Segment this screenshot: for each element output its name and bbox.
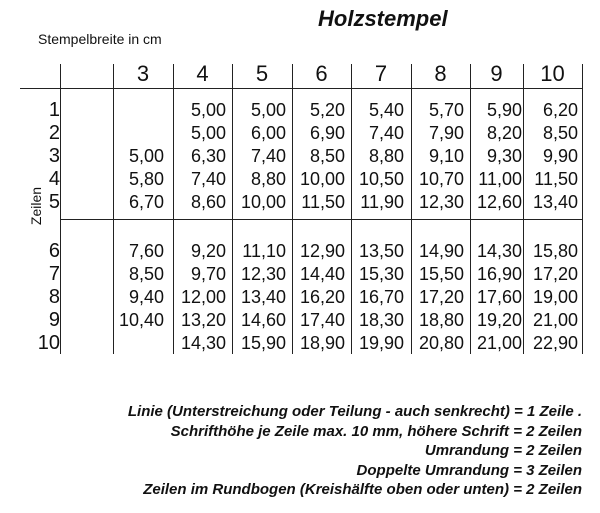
note-line: Schrifthöhe je Zeile max. 10 mm, höhere Schrift = 2 Zeilen [170, 422, 582, 440]
notes-block [12, 402, 582, 500]
price-cell: 8,20 [486, 123, 522, 143]
row-label: 7 [48, 263, 60, 285]
price-cell: 12,30 [418, 192, 464, 212]
price-cell: 7,40 [368, 123, 404, 143]
price-cell: 10,40 [118, 310, 164, 330]
price-cell: 6,00 [250, 123, 286, 143]
column-header: 7 [374, 61, 388, 86]
row-label: 5 [48, 191, 60, 213]
price-cell: 20,80 [418, 333, 464, 353]
price-cell: 6,20 [542, 100, 578, 120]
price-cell: 8,50 [309, 146, 345, 166]
price-cell: 11,50 [534, 169, 578, 189]
price-cell: 9,70 [190, 264, 226, 284]
price-cell: 9,10 [428, 146, 464, 166]
price-cell: 5,80 [128, 169, 164, 189]
price-cell: 10,70 [418, 169, 464, 189]
price-cell: 16,20 [299, 287, 345, 307]
price-cell: 13,50 [358, 241, 404, 261]
price-cell: 22,90 [532, 333, 578, 353]
price-cell: 18,90 [299, 333, 345, 353]
price-cell: 14,30 [476, 241, 522, 261]
price-cell: 12,30 [240, 264, 286, 284]
price-cell: 8,60 [190, 192, 226, 212]
price-cell: 13,40 [240, 287, 286, 307]
note-line: Doppelte Umrandung = 3 Zeilen [356, 461, 582, 479]
price-cell: 14,90 [418, 241, 464, 261]
note-line: Linie (Unterstreichung oder Teilung - auch senkrecht) = 1 Zeile . [127, 403, 582, 420]
column-header: 9 [490, 61, 503, 86]
price-cell: 7,40 [250, 146, 286, 166]
price-cell: 7,60 [128, 241, 164, 261]
price-cell: 10,00 [240, 192, 286, 212]
table-rule [20, 88, 582, 89]
column-header: 5 [255, 61, 269, 86]
column-header: 10 [540, 61, 565, 86]
price-cell: 8,80 [250, 169, 286, 189]
price-cell: 18,80 [418, 310, 464, 330]
price-cell: 19,20 [476, 310, 522, 330]
price-cell: 6,30 [190, 146, 226, 166]
price-cell: 14,40 [299, 264, 345, 284]
price-cell: 5,00 [190, 123, 226, 143]
price-cell: 14,30 [180, 333, 226, 353]
table-rule [60, 219, 582, 220]
column-header: 8 [434, 61, 447, 86]
width-axis-label: Stempelbreite in cm [38, 31, 162, 47]
price-cell: 14,60 [240, 310, 286, 330]
row-label: 6 [48, 240, 60, 262]
row-label: 8 [48, 286, 60, 308]
price-cell: 5,20 [309, 100, 345, 120]
price-cell: 18,30 [358, 310, 404, 330]
price-cell: 6,70 [128, 192, 164, 212]
price-cell: 17,20 [532, 264, 578, 284]
price-cell: 11,90 [360, 192, 404, 212]
row-label: 10 [37, 332, 60, 354]
column-header: 3 [136, 61, 150, 86]
price-cell: 15,80 [532, 241, 578, 261]
price-cell: 12,60 [476, 192, 522, 212]
price-cell: 21,00 [476, 333, 522, 353]
price-cell: 5,00 [128, 146, 164, 166]
price-cell: 5,70 [428, 100, 464, 120]
row-label: 9 [48, 309, 60, 331]
price-cell: 15,30 [358, 264, 404, 284]
price-cell: 12,00 [180, 287, 226, 307]
price-cell: 8,80 [368, 146, 404, 166]
price-cell: 12,90 [299, 241, 345, 261]
page-title: Holzstempel [318, 6, 448, 31]
row-label: 1 [48, 99, 60, 121]
row-label: 4 [48, 168, 60, 190]
table-rule [582, 64, 583, 354]
price-cell: 11,50 [301, 192, 345, 212]
price-cell: 9,30 [486, 146, 522, 166]
price-cell: 16,70 [358, 287, 404, 307]
row-label: 2 [48, 122, 60, 144]
price-cell: 8,50 [128, 264, 164, 284]
price-cell: 13,20 [180, 310, 226, 330]
price-cell: 15,50 [418, 264, 464, 284]
rows-axis-label: Zeilen [28, 186, 44, 226]
price-cell: 19,90 [358, 333, 404, 353]
price-cell: 17,20 [418, 287, 464, 307]
price-cell: 17,40 [299, 310, 345, 330]
price-cell: 13,40 [532, 192, 578, 212]
price-cell: 5,00 [250, 100, 286, 120]
row-label: 3 [48, 145, 60, 167]
price-cell: 10,50 [358, 169, 404, 189]
price-cell: 5,00 [190, 100, 226, 120]
price-cell: 8,50 [542, 123, 578, 143]
column-header: 6 [315, 61, 328, 86]
price-cell: 11,10 [242, 241, 286, 261]
price-cell: 15,90 [240, 333, 286, 353]
price-cell: 6,90 [309, 123, 345, 143]
price-cell: 5,90 [486, 100, 522, 120]
price-cell: 16,90 [476, 264, 522, 284]
price-cell: 19,00 [532, 287, 578, 307]
price-cell: 9,40 [128, 287, 164, 307]
price-cell: 7,90 [428, 123, 464, 143]
price-cell: 17,60 [476, 287, 522, 307]
column-header: 4 [196, 61, 209, 86]
table-rule [60, 64, 61, 354]
note-line: Umrandung = 2 Zeilen [424, 442, 582, 459]
price-cell: 9,90 [542, 146, 578, 166]
price-cell: 7,40 [190, 169, 226, 189]
price-cell: 5,40 [368, 100, 404, 120]
price-cell: 10,00 [299, 169, 345, 189]
price-cell: 21,00 [532, 310, 578, 330]
note-line: Zeilen im Rundbogen (Kreishälfte oben oder unten) = 2 Zeilen [143, 481, 582, 498]
price-cell: 9,20 [190, 241, 226, 261]
price-cell: 11,00 [478, 169, 522, 189]
